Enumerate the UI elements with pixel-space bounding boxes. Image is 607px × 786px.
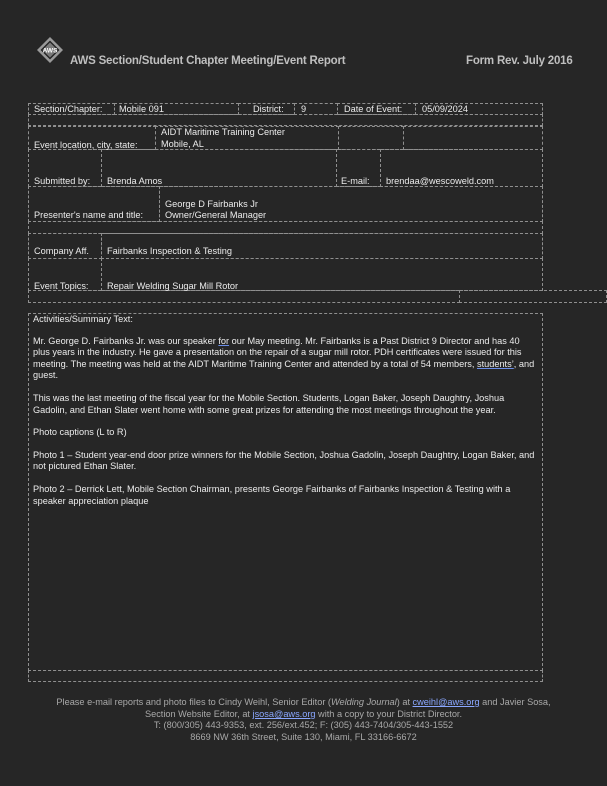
spacer-row-1 [28,114,543,126]
page-title: AWS Section/Student Chapter Meeting/Event Report [70,55,346,67]
date-value: 05/09/2024 [422,104,468,114]
footer-address: 8669 NW 36th Street, Suite 130, Miami, FL 33166-6672 [190,732,417,742]
company-value: Fairbanks Inspection & Testing [107,246,232,256]
email-value: brendaa@wescoweld.com [386,176,494,186]
summary-paragraph-3: Photo captions (L to R) [33,427,127,438]
footer-phone: T: (800/305) 443-9353, ext. 256/ext.452; F: (305) 443-7404/305-443-1552 [153,720,454,730]
logo-text: AWS [42,47,58,55]
summary-bottom-row [28,670,543,682]
website-editor-email-link[interactable]: jsosa@aws.org [252,709,316,719]
presenter-line-2: Owner/General Manager [165,210,267,220]
spellcheck-for: for [218,335,230,346]
footer-line-1: Please e-mail reports and photo files to Cindy Weihl, Senior Editor (Welding Journal) at cweihl@aws.org and Javier Sosa, [56,697,551,707]
summary-paragraph-2: This was the last meeting of the fiscal year for the Mobile Section. Students, Logan Baker, Joseph Daughtry, Joshua Gadolin, and Ethan Slater went home with some great prizes for attending the most meetings throughout the year. [33,392,505,415]
submitted-label: Submitted by: [34,176,91,186]
district-label: District: [253,104,284,114]
summary-paragraph-4: Photo 1 – Student year-end door prize winners for the Mobile Section, Joshua Gadolin, Joseph Daughtry, Logan Baker, and not pictured Ethan Slater. [33,449,535,472]
section-value: Mobile 091 [119,104,164,114]
company-label: Company Aff. [34,246,89,256]
district-value: 9 [301,104,307,114]
presenter-label: Presenter's name and title: [34,210,143,220]
spacer-row-3a [28,290,460,303]
summary-paragraph-5: Photo 2 – Derrick Lett, Mobile Section Chairman, presents George Fairbanks of Fairbanks Inspection & Testing with a speaker appreciation plaque [33,483,511,506]
date-label: Date of Event: [344,104,403,114]
spacer-row-3b [459,290,607,303]
location-line-2: Mobile, AL [161,139,204,149]
location-extra-1 [338,126,404,150]
footer-line-2: Section Website Editor, at jsosa@aws.org with a copy to your District Director. [144,709,463,719]
email-label: E-mail: [341,176,370,186]
submitted-value: Brenda Amos [107,176,163,186]
summary-text [33,314,538,518]
summary-paragraph-1: Mr. George D. Fairbanks Jr. was our speaker for our May meeting. Mr. Fairbanks is a Past District 9 Director and has 40 plus years in the industry. He gave a presentation on the repair of a sugar mill rotor. PDH certificates were issued for this meeting. The meeting was held at the AIDT Maritime Training Center and attended by a total of 54 members, students’, and guest. [33,335,535,381]
topics-value: Repair Welding Sugar Mill Rotor [107,281,239,291]
section-label: Section/Chapter: [34,104,103,114]
spellcheck-students: students’ [476,358,514,369]
location-line-1: AIDT Maritime Training Center [161,127,285,137]
aws-logo [36,36,64,64]
topics-label: Event Topics: [34,281,89,291]
journal-name: Welding Journal [331,697,397,707]
location-label: Event location, city, state: [34,140,138,150]
editor-email-link[interactable]: cweihl@aws.org [412,697,480,707]
presenter-line-1: George D Fairbanks Jr [165,199,258,209]
form-revision: Form Rev. July 2016 [466,55,573,67]
summary-label: Activities/Summary Text: [33,314,133,324]
location-extra-2 [403,126,543,150]
